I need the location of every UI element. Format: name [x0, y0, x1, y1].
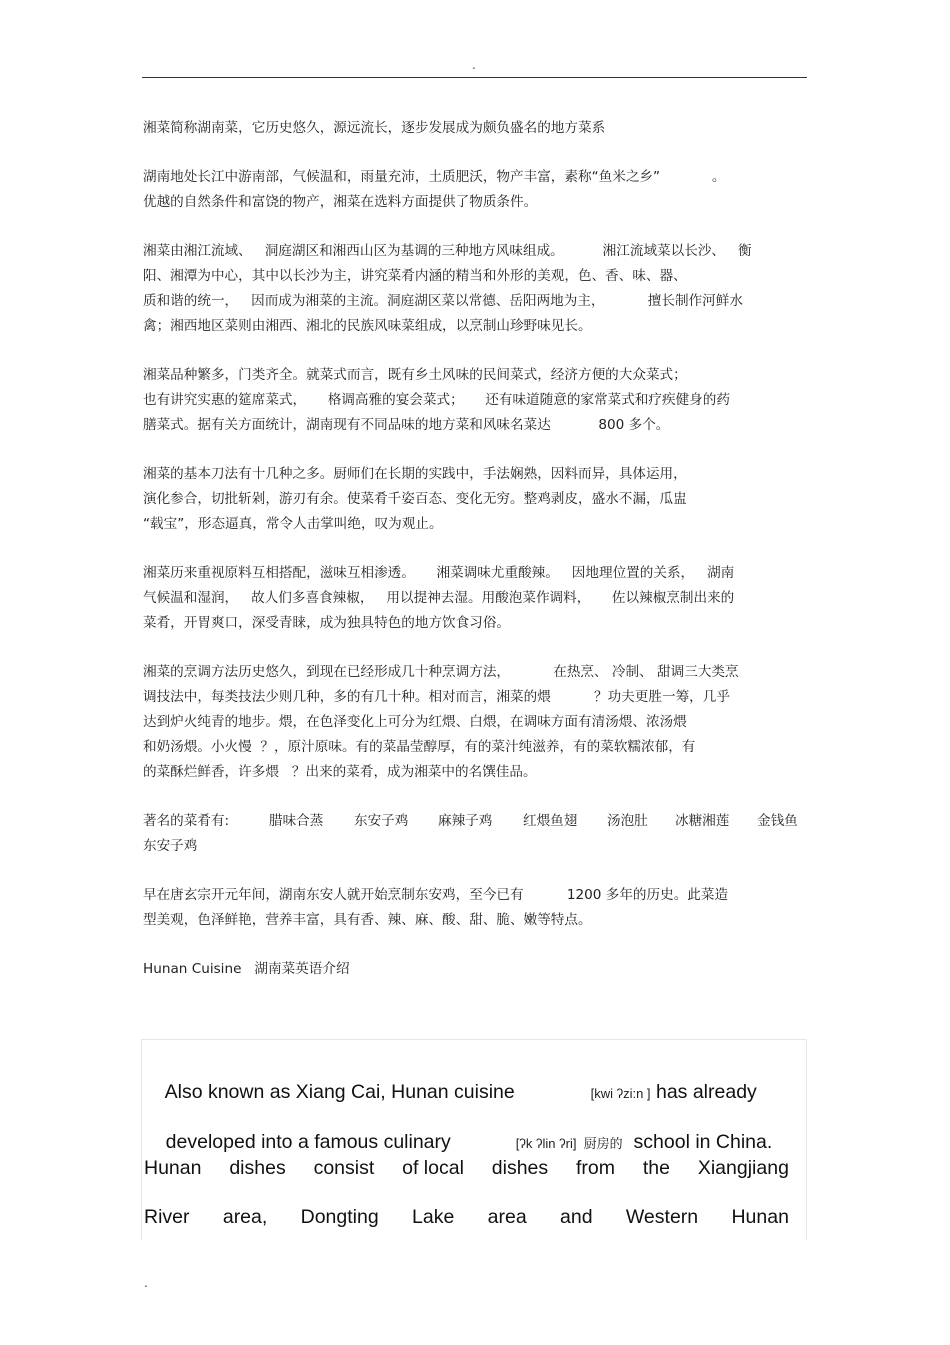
english-word: area,	[222, 1206, 268, 1228]
text-line: 调技法中，每类技法少则几种，多的有几十种。相对而言，湘菜的煨 ？功夫更胜一筹，几乎	[143, 689, 730, 705]
paragraph-geography	[143, 165, 808, 215]
english-text: has already	[655, 1081, 757, 1103]
english-word: and	[560, 1206, 593, 1228]
dish-item: 红煨鱼翅	[523, 813, 578, 829]
text-line: 湘菜由湘江流域、 洞庭湖区和湘西山区为基调的三种地方风味组成。 湘江流域菜以长沙、 衡	[143, 243, 752, 259]
english-text: Also known as Xiang Cai, Hunan cuisine	[164, 1081, 515, 1103]
english-word: from	[576, 1157, 616, 1179]
paragraph-seasoning	[143, 561, 808, 636]
english-word: area	[487, 1206, 527, 1228]
text-line: 型美观，色泽鲜艳，营养丰富，具有香、辣、麻、酸、甜、脆、嫩等特点。	[143, 912, 592, 928]
english-section-heading	[143, 957, 808, 982]
text-line: 和奶汤煨。小火慢 ？，原汁原味。有的菜晶莹醇厚，有的菜汁纯滋养，有的菜软糯浓郁，有	[143, 739, 696, 755]
dish-item: 麻辣子鸡	[438, 813, 493, 829]
english-word: Xiangjiang	[697, 1157, 789, 1179]
text-line: 优越的自然条件和富饶的物产，湘菜在选料方面提供了物质条件。	[143, 194, 538, 210]
paragraph-varieties	[143, 363, 808, 438]
text-line: 质和谐的统一， 因而成为湘菜的主流。洞庭湖区菜以常德、岳阳两地为主， 擅长制作河鲜水	[143, 293, 743, 309]
dish-item: 金钱鱼	[757, 813, 798, 829]
english-line	[144, 1204, 789, 1230]
english-word: Lake	[412, 1206, 455, 1228]
paragraph-knife-skills	[143, 462, 808, 537]
paragraph-intro	[143, 116, 808, 141]
text-line: 气候温和湿润， 故人们多喜食辣椒， 用以提神去湿。用酸泡菜作调料， 佐以辣椒烹制出来的	[143, 590, 735, 606]
english-word: dishes	[491, 1157, 549, 1179]
english-word: the	[642, 1157, 670, 1179]
english-line	[144, 1155, 789, 1181]
text-line: 湘菜的基本刀法有十几种之多。厨师们在长期的实践中，手法娴熟，因料而异，具体运用，	[143, 466, 687, 482]
phonetic-annotation: [ʔk ʔlin ʔri] 厨房的	[515, 1136, 623, 1151]
paragraph-history	[143, 883, 808, 933]
famous-dishes-list	[143, 809, 808, 859]
english-text: developed into a famous culinary	[165, 1131, 451, 1153]
english-text-box	[141, 1039, 807, 1240]
text-line: 的菜酥烂鲜香，许多煨 ？出来的菜肴，成为湘菜中的名馔佳品。	[143, 764, 537, 780]
english-word: Western	[625, 1206, 699, 1228]
text-line: 也有讲究实惠的筵席菜式， 格调高雅的宴会菜式； 还有味道随意的家常菜式和疗疾健身的药	[143, 392, 730, 408]
text-line: 菜肴，开胃爽口，深受青睐，成为独具特色的地方饮食习俗。	[143, 615, 511, 631]
header-mark: .	[472, 58, 476, 72]
text-line: 阳、湘潭为中心，其中以长沙为主，讲究菜肴内涵的精当和外形的美观，色、香、味、器、	[143, 268, 687, 284]
dish-item: 东安子鸡	[354, 813, 409, 829]
dish-item: 冰糖湘莲	[675, 813, 730, 829]
english-word: Hunan	[731, 1206, 789, 1228]
text-line: 湘菜品种繁多，门类齐全。就菜式而言，既有乡土风味的民间菜式，经济方便的大众菜式；	[143, 367, 687, 383]
text-line: “载宝”，形态逼真，常令人击掌叫绝，叹为观止。	[143, 516, 443, 532]
dish-item: 汤泡肚	[607, 813, 648, 829]
dish-item: 腊味合蒸	[269, 813, 324, 829]
english-word: consist	[313, 1157, 375, 1179]
text-line: 膳菜式。据有关方面统计，湖南现有不同品味的地方菜和风味名菜达 800 多个。	[143, 417, 670, 433]
phonetic-annotation: [kwi ʔzi:n ]	[590, 1086, 651, 1101]
document-body	[143, 116, 808, 1006]
header-rule	[142, 77, 807, 78]
dish-item: 东安子鸡	[143, 838, 198, 854]
text-line: 湖南地处长江中游南部，气候温和，雨量充沛，土质肥沃，物产丰富，素称“鱼米之乡” 。	[143, 169, 726, 185]
text-line: 湘菜简称湖南菜，它历史悠久，源远流长，逐步发展成为颇负盛名的地方菜系	[143, 120, 606, 136]
text-line: 湘菜的烹调方法历史悠久，到现在已经形成几十种烹调方法， 在热烹、 冷制、 甜调三大类烹	[143, 664, 739, 680]
text-line: 早在唐玄宗开元年间，湖南东安人就开始烹制东安鸡，至今已有 1200 多年的历史。此菜造	[143, 887, 729, 903]
text-line: 达到炉火纯青的地步。煨，在色泽变化上可分为红煨、白煨，在调味方面有清汤煨、浓汤煨	[143, 714, 687, 730]
english-word: Dongting	[300, 1206, 379, 1228]
dishes-row	[143, 809, 808, 834]
footer-mark: .	[144, 1276, 148, 1290]
paragraph-cooking-methods	[143, 660, 808, 785]
english-word: of local	[402, 1157, 464, 1179]
paragraph-regions	[143, 239, 808, 339]
english-word: Hunan	[144, 1157, 202, 1179]
english-word: dishes	[229, 1157, 286, 1179]
english-text: school in China.	[633, 1131, 773, 1153]
text-line: 禽；湘西地区菜则由湘西、湘北的民族风味菜组成，以烹制山珍野味见长。	[143, 318, 592, 334]
dishes-label: 著名的菜肴有:	[143, 813, 230, 829]
english-word: River	[144, 1206, 190, 1228]
text-line: 演化参合，切批斩剁，游刃有余。使菜肴千姿百态、变化无穷。整鸡剥皮，盛水不漏，瓜盅	[143, 491, 687, 507]
text-line: 湘菜历来重视原料互相搭配，滋味互相渗透。 湘菜调味尤重酸辣。 因地理位置的关系， 湖南	[143, 565, 735, 581]
section-heading: Hunan Cuisine 湖南菜英语介绍	[143, 961, 350, 977]
